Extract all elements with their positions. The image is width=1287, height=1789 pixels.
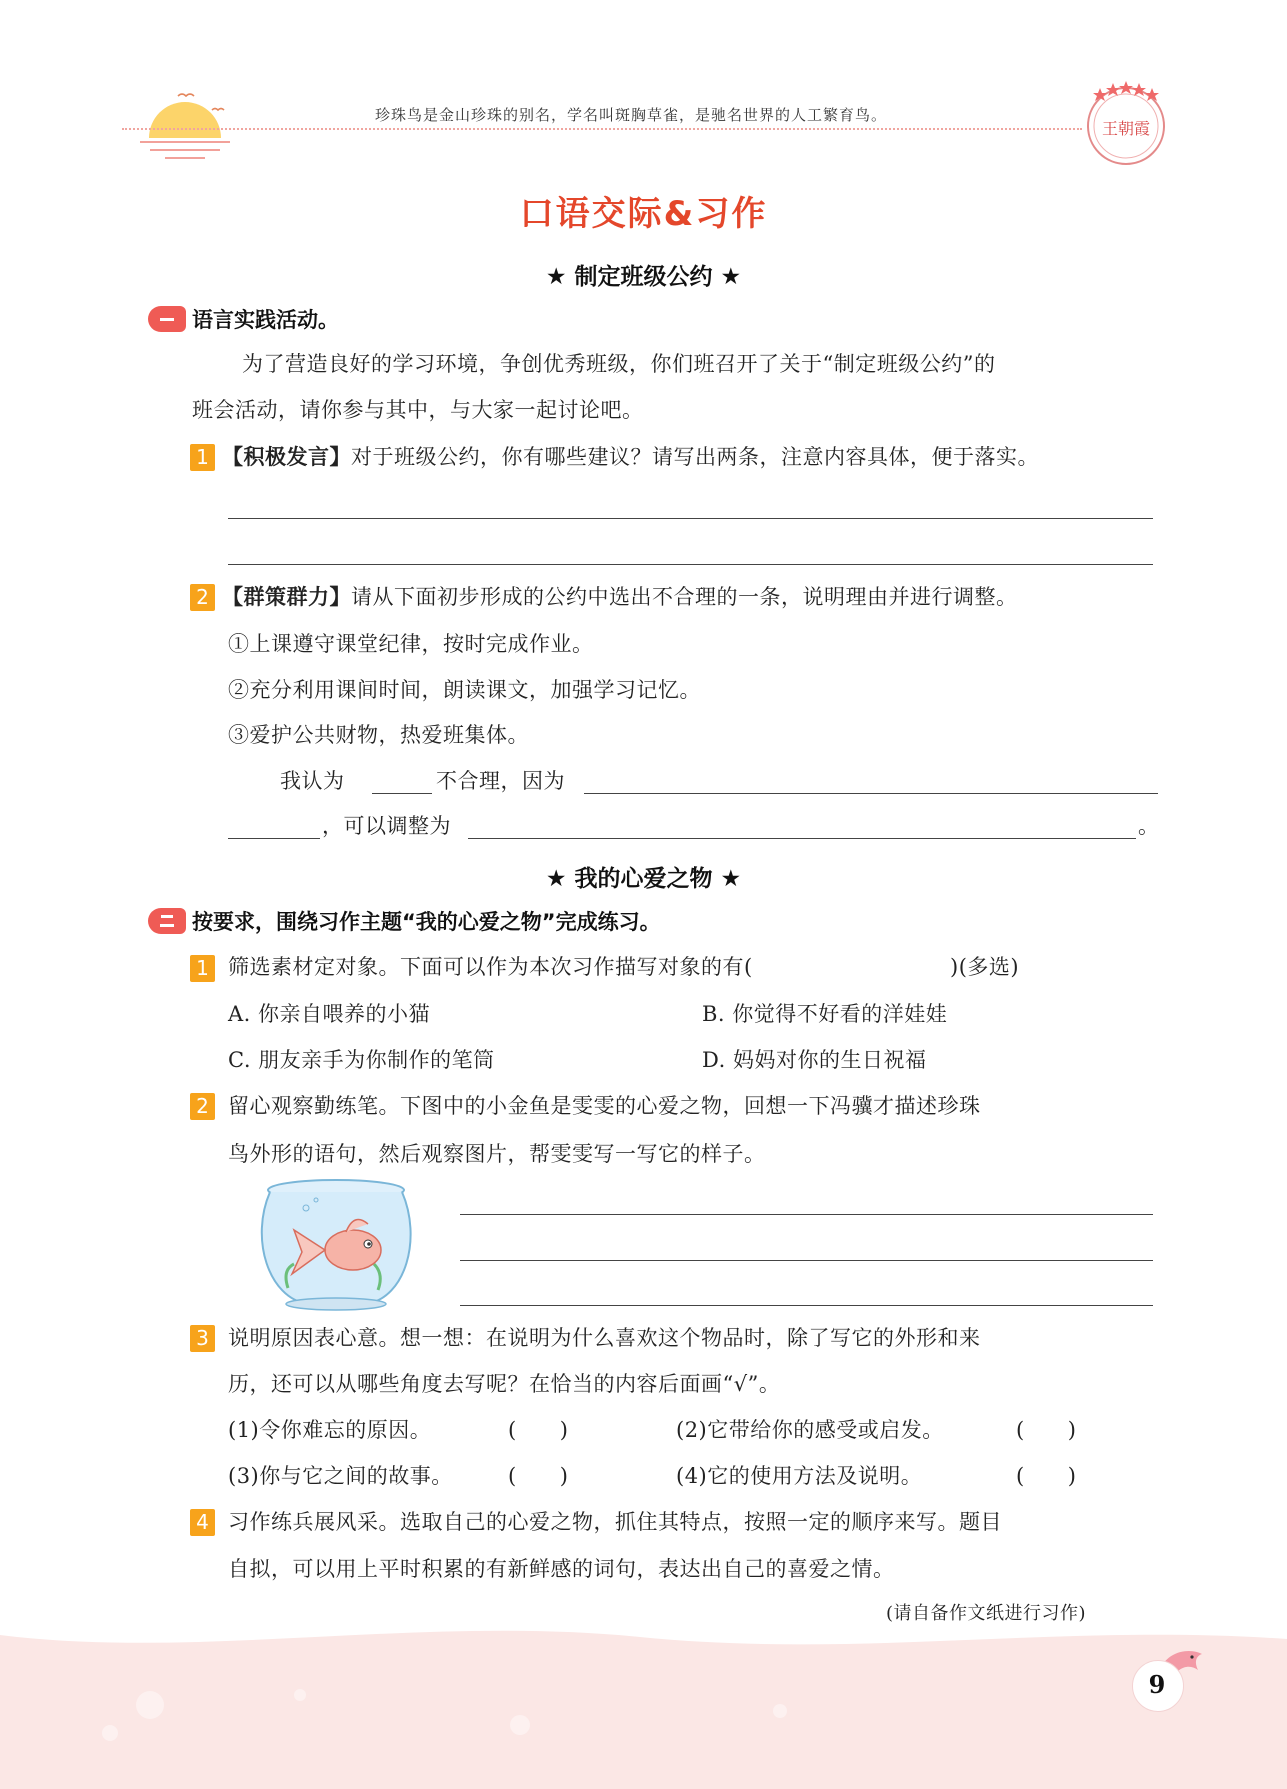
- answer-line[interactable]: [228, 518, 1153, 519]
- answer-line[interactable]: [460, 1214, 1153, 1215]
- check-paren[interactable]: ( ): [1016, 1418, 1077, 1442]
- check-paren[interactable]: ( ): [1016, 1464, 1077, 1488]
- question-number-badge: 2: [190, 1093, 215, 1120]
- question-2-body: 请从下面初步形成的公约中选出不合理的一条，说明理由并进行调整。: [351, 585, 1018, 609]
- question-1-tag: 【积极发言】: [222, 445, 351, 469]
- intro-line-1: 为了营造良好的学习环境，争创优秀班级，你们班召开了关于“制定班级公约”的: [242, 352, 996, 376]
- header-divider: [122, 128, 1082, 130]
- observation-line-1: 留心观察勤练笔。下图中的小金鱼是雯雯的心爱之物，回想一下冯骥才描述珍珠: [228, 1094, 981, 1118]
- check-paren[interactable]: ( ): [508, 1418, 569, 1442]
- selection-question-end: )(多选): [950, 955, 1020, 979]
- answer-line[interactable]: [460, 1260, 1153, 1261]
- fill-blank-reason-cont[interactable]: [228, 838, 320, 839]
- sun-decoration-icon: [140, 88, 230, 178]
- fill-blank-reason[interactable]: [584, 793, 1158, 794]
- footer-wave-decoration: [0, 1615, 1287, 1789]
- question-number-badge: 4: [190, 1509, 215, 1536]
- intro-line-2: 班会活动，请你参与其中，与大家一起讨论吧。: [192, 398, 644, 422]
- rule-item: ②充分利用课间时间，朗读课文，加强学习记忆。: [228, 678, 701, 702]
- fill-label-adjust: ，可以调整为: [322, 814, 451, 838]
- fill-label-because: 不合理，因为: [436, 769, 565, 793]
- option-d[interactable]: D. 妈妈对你的生日祝福: [702, 1048, 927, 1072]
- publisher-seal-icon: [1080, 78, 1172, 170]
- reason-question-line-2: 历，还可以从哪些角度去写呢？在恰当的内容后面画“√”。: [228, 1372, 781, 1396]
- option-a[interactable]: A. 你亲自喂养的小猫: [228, 1002, 431, 1026]
- question-2-text: [222, 583, 1018, 611]
- writing-task-line-2: 自拟，可以用上平时积累的有新鲜感的词句，表达出自己的喜爱之情。: [228, 1557, 895, 1581]
- section-two-title: 按要求，围绕习作主题“我的心爱之物”完成练习。: [192, 910, 661, 934]
- option-b[interactable]: B. 你觉得不好看的洋娃娃: [702, 1002, 948, 1026]
- answer-line[interactable]: [228, 564, 1153, 565]
- option-c[interactable]: C. 朋友亲手为你制作的笔筒: [228, 1048, 495, 1072]
- fill-end-period: 。: [1138, 814, 1160, 838]
- question-1-body: 对于班级公约，你有哪些建议？请写出两条，注意内容具体，便于落实。: [351, 445, 1039, 469]
- fill-blank-choice[interactable]: [372, 793, 432, 794]
- reason-item-3: (3)你与它之间的故事。: [228, 1464, 453, 1488]
- question-1-text: [222, 443, 1039, 471]
- fill-blank-adjustment[interactable]: [468, 838, 1136, 839]
- reason-item-1: (1)令你难忘的原因。: [228, 1418, 432, 1442]
- question-number-badge: 1: [190, 955, 215, 982]
- subheading-class-rules: ★ 制定班级公约 ★: [545, 264, 742, 290]
- section-two-badge-icon: [148, 908, 186, 934]
- page-number: 9: [1148, 1670, 1166, 1699]
- selection-question-text: 筛选素材定对象。下面可以作为本次习作描写对象的有(: [228, 955, 753, 979]
- rule-item: ①上课遵守课堂纪律，按时完成作业。: [228, 632, 594, 656]
- check-paren[interactable]: ( ): [508, 1464, 569, 1488]
- observation-line-2: 鸟外形的语句，然后观察图片，帮雯雯写一写它的样子。: [228, 1142, 766, 1166]
- section-one-title: 语言实践活动。: [192, 308, 339, 332]
- fill-label-i-think: 我认为: [280, 769, 345, 793]
- reason-item-2: (2)它带给你的感受或启发。: [676, 1418, 944, 1442]
- seal-text: 王朝霞: [1101, 119, 1151, 138]
- reason-question-line-1: 说明原因表心意。想一想：在说明为什么喜欢这个物品时，除了写它的外形和来: [228, 1326, 981, 1350]
- header-caption: 珍珠鸟是金山珍珠的别名，学名叫斑胸草雀，是驰名世界的人工繁育鸟。: [375, 106, 888, 124]
- rule-item: ③爱护公共财物，热爱班集体。: [228, 723, 529, 747]
- page-title: 口语交际&习作: [519, 194, 768, 234]
- question-number-badge: 3: [190, 1325, 215, 1352]
- section-one-badge-icon: [148, 306, 186, 332]
- question-number-badge: 2: [190, 584, 215, 611]
- question-2-tag: 【群策群力】: [222, 585, 351, 609]
- answer-line[interactable]: [460, 1305, 1153, 1306]
- reason-item-4: (4)它的使用方法及说明。: [676, 1464, 923, 1488]
- subheading-beloved-object: ★ 我的心爱之物 ★: [545, 866, 742, 892]
- question-number-badge: 1: [190, 444, 215, 471]
- goldfish-bowl-illustration: [258, 1178, 418, 1313]
- writing-task-line-1: 习作练兵展风采。选取自己的心爱之物，抓住其特点，按照一定的顺序来写。题目: [228, 1510, 1002, 1534]
- writing-note: (请自备作文纸进行习作): [886, 1603, 1087, 1624]
